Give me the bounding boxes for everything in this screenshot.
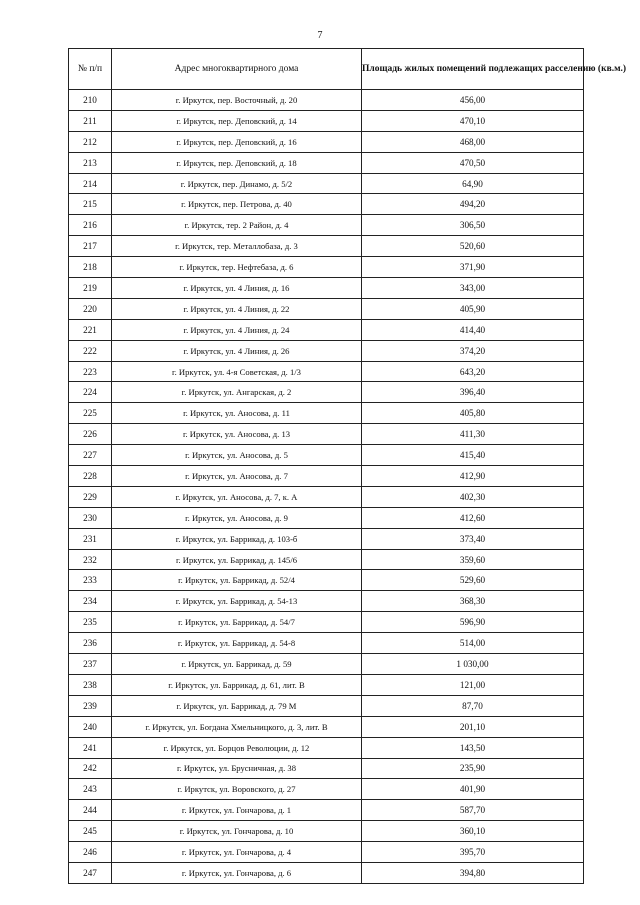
table-row [69, 633, 584, 654]
row-address: г. Иркутск, ул. 4 Линия, д. 26 [112, 340, 362, 361]
row-num: 225 [69, 403, 112, 424]
row-address: г. Иркутск, ул. Гончарова, д. 10 [112, 821, 362, 842]
row-num: 233 [69, 570, 112, 591]
row-address: г. Иркутск, ул. Аносова, д. 13 [112, 424, 362, 445]
header-address: Адрес многоквартирного дома [112, 49, 362, 90]
row-area: 359,60 [362, 549, 584, 570]
row-address: г. Иркутск, ул. Баррикад, д. 61, лит. В [112, 674, 362, 695]
row-area: 368,30 [362, 591, 584, 612]
row-num: 219 [69, 278, 112, 299]
row-area: 371,90 [362, 257, 584, 278]
table-row [69, 194, 584, 215]
table-row [69, 570, 584, 591]
row-area: 405,90 [362, 298, 584, 319]
row-num: 231 [69, 528, 112, 549]
table-row [69, 382, 584, 403]
table-row [69, 236, 584, 257]
table-row [69, 215, 584, 236]
row-area: 143,50 [362, 737, 584, 758]
row-num: 246 [69, 842, 112, 863]
row-address: г. Иркутск, ул. Гончарова, д. 1 [112, 800, 362, 821]
header-row [69, 49, 584, 90]
row-area: 412,60 [362, 507, 584, 528]
row-num: 217 [69, 236, 112, 257]
table-row [69, 862, 584, 883]
row-num: 229 [69, 486, 112, 507]
row-area: 587,70 [362, 800, 584, 821]
table-row [69, 257, 584, 278]
row-area: 394,80 [362, 862, 584, 883]
row-area: 1 030,00 [362, 654, 584, 675]
row-address: г. Иркутск, ул. Гончарова, д. 6 [112, 862, 362, 883]
table-row [69, 612, 584, 633]
row-num: 224 [69, 382, 112, 403]
row-area: 596,90 [362, 612, 584, 633]
header-area: Площадь жилых помещений подлежащих расселению (кв.м.) [362, 49, 584, 90]
row-address: г. Иркутск, пер. Деповский, д. 16 [112, 131, 362, 152]
row-area: 402,30 [362, 486, 584, 507]
row-address: г. Иркутск, ул. 4-я Советская, д. 1/3 [112, 361, 362, 382]
table-row [69, 486, 584, 507]
row-num: 211 [69, 110, 112, 131]
row-address: г. Иркутск, тер. Нефтебаза, д. 6 [112, 257, 362, 278]
row-address: г. Иркутск, ул. 4 Линия, д. 16 [112, 278, 362, 299]
row-area: 374,20 [362, 340, 584, 361]
row-num: 232 [69, 549, 112, 570]
table-row [69, 716, 584, 737]
table-row [69, 110, 584, 131]
row-area: 306,50 [362, 215, 584, 236]
row-area: 87,70 [362, 695, 584, 716]
table-row [69, 424, 584, 445]
row-address: г. Иркутск, ул. Борцов Революции, д. 12 [112, 737, 362, 758]
row-num: 221 [69, 319, 112, 340]
row-address: г. Иркутск, ул. Аносова, д. 11 [112, 403, 362, 424]
row-area: 456,00 [362, 90, 584, 111]
table-row [69, 842, 584, 863]
row-address: г. Иркутск, ул. Аносова, д. 5 [112, 445, 362, 466]
row-num: 236 [69, 633, 112, 654]
table-row [69, 278, 584, 299]
row-num: 235 [69, 612, 112, 633]
table-row [69, 654, 584, 675]
table-row [69, 528, 584, 549]
table-row [69, 674, 584, 695]
row-address: г. Иркутск, ул. Богдана Хмельницкого, д. 3, лит. В [112, 716, 362, 737]
row-num: 230 [69, 507, 112, 528]
row-address: г. Иркутск, пер. Деповский, д. 14 [112, 110, 362, 131]
row-num: 228 [69, 466, 112, 487]
row-area: 415,40 [362, 445, 584, 466]
row-address: г. Иркутск, ул. Аносова, д. 9 [112, 507, 362, 528]
table-row [69, 445, 584, 466]
row-area: 405,80 [362, 403, 584, 424]
row-num: 242 [69, 758, 112, 779]
table-row [69, 152, 584, 173]
row-area: 412,90 [362, 466, 584, 487]
row-address: г. Иркутск, ул. Баррикад, д. 54/7 [112, 612, 362, 633]
table-row [69, 466, 584, 487]
row-address: г. Иркутск, пер. Петрова, д. 40 [112, 194, 362, 215]
header-num: № п/п [69, 49, 112, 90]
row-address: г. Иркутск, ул. Баррикад, д. 54-13 [112, 591, 362, 612]
table-header [69, 49, 627, 90]
row-num: 223 [69, 361, 112, 382]
table-row [69, 821, 584, 842]
row-num: 247 [69, 862, 112, 883]
row-address: г. Иркутск, тер. Металлобаза, д. 3 [112, 236, 362, 257]
row-address: г. Иркутск, ул. Аносова, д. 7, к. А [112, 486, 362, 507]
row-address: г. Иркутск, ул. 4 Линия, д. 22 [112, 298, 362, 319]
row-area: 343,00 [362, 278, 584, 299]
row-address: г. Иркутск, ул. Ангарская, д. 2 [112, 382, 362, 403]
row-num: 239 [69, 695, 112, 716]
row-address: г. Иркутск, ул. Брусничная, д. 38 [112, 758, 362, 779]
row-num: 241 [69, 737, 112, 758]
page-number: 7 [317, 30, 323, 41]
row-num: 212 [69, 131, 112, 152]
row-num: 227 [69, 445, 112, 466]
row-address: г. Иркутск, пер. Восточный, д. 20 [112, 90, 362, 111]
row-area: 520,60 [362, 236, 584, 257]
table-row [69, 591, 584, 612]
row-area: 468,00 [362, 131, 584, 152]
table-row [69, 319, 584, 340]
row-num: 238 [69, 674, 112, 695]
table-body [69, 90, 584, 884]
row-address: г. Иркутск, пер. Деповский, д. 18 [112, 152, 362, 173]
row-address: г. Иркутск, ул. Баррикад, д. 59 [112, 654, 362, 675]
table-row [69, 779, 584, 800]
row-num: 222 [69, 340, 112, 361]
row-address: г. Иркутск, ул. Воровского, д. 27 [112, 779, 362, 800]
table-row [69, 298, 584, 319]
row-area: 373,40 [362, 528, 584, 549]
row-num: 244 [69, 800, 112, 821]
table-row [69, 361, 584, 382]
row-address: г. Иркутск, ул. Баррикад, д. 103-б [112, 528, 362, 549]
row-area: 235,90 [362, 758, 584, 779]
row-area: 514,00 [362, 633, 584, 654]
row-area: 494,20 [362, 194, 584, 215]
row-num: 220 [69, 298, 112, 319]
row-area: 360,10 [362, 821, 584, 842]
table-row [69, 507, 584, 528]
table-row [69, 173, 584, 194]
table-row [69, 737, 584, 758]
row-num: 214 [69, 173, 112, 194]
row-address: г. Иркутск, ул. Баррикад, д. 145/6 [112, 549, 362, 570]
row-address: г. Иркутск, ул. Аносова, д. 7 [112, 466, 362, 487]
row-num: 245 [69, 821, 112, 842]
row-area: 395,70 [362, 842, 584, 863]
row-address: г. Иркутск, ул. Баррикад, д. 54-8 [112, 633, 362, 654]
row-num: 226 [69, 424, 112, 445]
row-address: г. Иркутск, ул. Баррикад, д. 79 М [112, 695, 362, 716]
row-address: г. Иркутск, ул. Гончарова, д. 4 [112, 842, 362, 863]
table-row [69, 758, 584, 779]
row-area: 411,30 [362, 424, 584, 445]
table-row [69, 800, 584, 821]
row-num: 215 [69, 194, 112, 215]
table-row [69, 340, 584, 361]
row-num: 210 [69, 90, 112, 111]
row-area: 414,40 [362, 319, 584, 340]
row-num: 234 [69, 591, 112, 612]
table-row [69, 131, 584, 152]
row-area: 64,90 [362, 173, 584, 194]
row-area: 529,60 [362, 570, 584, 591]
row-area: 396,40 [362, 382, 584, 403]
row-num: 237 [69, 654, 112, 675]
row-num: 213 [69, 152, 112, 173]
row-num: 243 [69, 779, 112, 800]
row-area: 201,10 [362, 716, 584, 737]
row-address: г. Иркутск, тер. 2 Район, д. 4 [112, 215, 362, 236]
row-address: г. Иркутск, пер. Динамо, д. 5/2 [112, 173, 362, 194]
housing-table [68, 48, 627, 884]
row-num: 240 [69, 716, 112, 737]
row-address: г. Иркутск, ул. 4 Линия, д. 24 [112, 319, 362, 340]
row-area: 470,50 [362, 152, 584, 173]
row-area: 643,20 [362, 361, 584, 382]
table-row [69, 549, 584, 570]
table-row [69, 403, 584, 424]
table-row [69, 90, 584, 111]
row-area: 470,10 [362, 110, 584, 131]
table-row [69, 695, 584, 716]
row-area: 121,00 [362, 674, 584, 695]
row-address: г. Иркутск, ул. Баррикад, д. 52/4 [112, 570, 362, 591]
row-num: 218 [69, 257, 112, 278]
row-num: 216 [69, 215, 112, 236]
row-area: 401,90 [362, 779, 584, 800]
